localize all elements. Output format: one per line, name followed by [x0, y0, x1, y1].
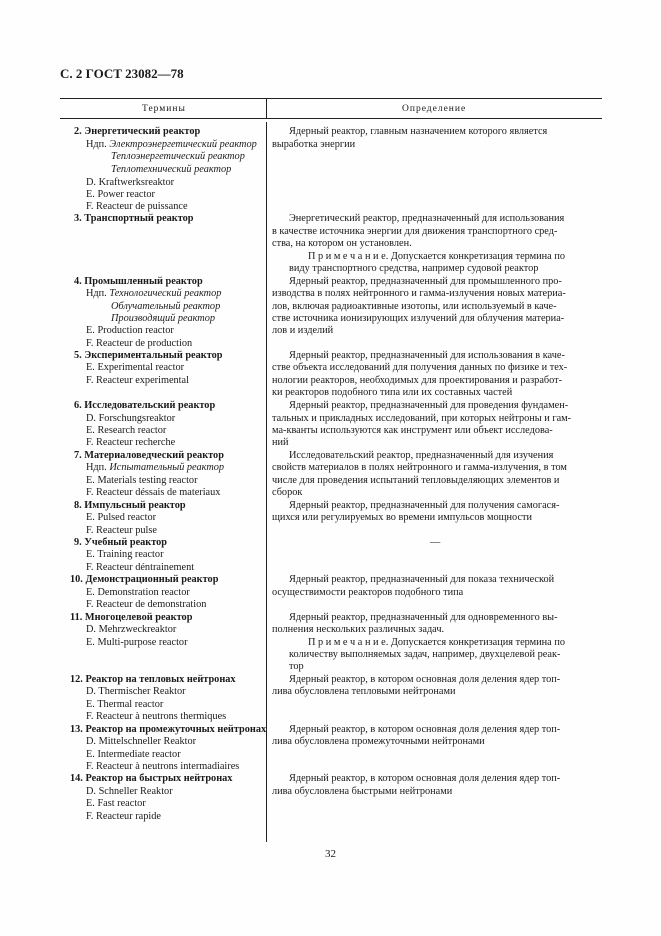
definition-line: Ядерный реактор, главным назначением которого является: [289, 126, 548, 137]
term-line: F. Reacteur de demonstration: [86, 599, 207, 610]
definition-line: стве объекта исследований для получения данных по физике и тех-: [272, 362, 568, 373]
nonrecommended-term: Технологический реактор: [109, 288, 222, 299]
term-line: E. Fast reactor: [86, 798, 146, 809]
definition-dash: —: [430, 537, 441, 548]
definition-line: Ядерный реактор, предназначенный для промышленного про-: [289, 276, 562, 287]
term-line: E. Demonstration reactor: [86, 587, 190, 598]
term-line: 8. Импульсный реактор: [74, 500, 186, 511]
term-line: 4. Промышленный реактор: [74, 276, 203, 287]
definition-line: изводства в полях нейтронного и гамма-излучения новых материа-: [272, 288, 566, 299]
definition-line: П р и м е ч а н и е. Допускается конкретизация термина по: [308, 637, 565, 648]
definition-line: лива обусловлена быстрыми нейтронами: [272, 786, 453, 797]
definition-line: сборок: [272, 487, 303, 498]
definition-line: тальных и прикладных исследований, при которых нейтроны и гам-: [272, 413, 572, 424]
definition-line: лива обусловлена промежуточными нейтронами: [272, 736, 485, 747]
term-line: D. Thermischer Reaktor: [86, 686, 186, 697]
term-line: E. Research reactor: [86, 425, 167, 436]
definition-line: выработка энергии: [272, 139, 356, 150]
term-line: Ндп. Технологический реактор: [86, 288, 222, 299]
term-line: F. Reacteur pulse: [86, 525, 157, 536]
definition-line: Ядерный реактор, предназначенный для получения самогася-: [289, 500, 560, 511]
definition-line: осуществимости реакторов подобного типа: [272, 587, 464, 598]
term-line: F. Reacteur recherche: [86, 437, 176, 448]
term-line: E. Multi-purpose reactor: [86, 637, 188, 648]
term-line: Ндп. Электроэнергетический реактор: [86, 139, 257, 150]
term-line: F. Reacteur de puissance: [86, 201, 188, 212]
term-line: F. Reacteur à neutrons thermiques: [86, 711, 227, 722]
term-line: E. Thermal reactor: [86, 699, 164, 710]
term-line: 7. Материаловедческий реактор: [74, 450, 224, 461]
term-line: 5. Экспериментальный реактор: [74, 350, 223, 361]
column-divider: [266, 122, 267, 842]
definition-line: Исследовательский реактор, предназначенный для изучения: [289, 450, 554, 461]
definition-line: ки реакторов подобного типа или их составных частей: [272, 387, 513, 398]
term-line: Облучательный реактор: [111, 301, 221, 312]
term-line: 10. Демонстрационный реактор: [70, 574, 219, 585]
definition-line: полнения нескольких различных задач.: [272, 624, 445, 635]
term-line: Производящий реактор: [111, 313, 216, 324]
definition-line: нологии реакторов, необходимых для проектирования и разработ-: [272, 375, 563, 386]
page-header: С. 2 ГОСТ 23082—78: [60, 66, 184, 81]
table-header-rule: [60, 118, 602, 119]
term-line: D. Schneller Reaktor: [86, 786, 173, 797]
term-line: D. Mittelschneller Reaktor: [86, 736, 197, 747]
definition-line: свойств материалов в полях нейтронного и гамма-излучения, в том: [272, 462, 567, 473]
definition-line: тор: [289, 661, 304, 672]
term-line: 11. Многоцелевой реактор: [70, 612, 193, 623]
term-line: F. Reacteur déssais de materiaux: [86, 487, 221, 498]
column-header-terms: Термины: [142, 104, 186, 114]
definition-line: щихся или регулируемых во времени импульсов мощности: [272, 512, 533, 523]
term-line: E. Power reactor: [86, 189, 155, 200]
definition-line: лива обусловлена тепловыми нейтронами: [272, 686, 456, 697]
definition-line: ства, на котором он установлен.: [272, 238, 412, 249]
term-line: D. Mehrzweckreaktor: [86, 624, 177, 635]
definition-line: количеству выполняемых задач, например, двухцелевой реак-: [289, 649, 561, 660]
nonrecommended-term: Испытательный реактор: [109, 462, 225, 473]
definition-line: Ядерный реактор, в котором основная доля деления ядер топ-: [289, 674, 561, 685]
term-line: F. Reacteur à neutrons intermadiaires: [86, 761, 240, 772]
term-line: 13. Реактор на промежуточных нейтронах: [70, 724, 267, 735]
definition-line: Ядерный реактор, в котором основная доля деления ядер топ-: [289, 724, 561, 735]
definition-line: Ядерный реактор, предназначенный для использования в каче-: [289, 350, 565, 361]
definition-line: стве источника ионизирующих излучений для облучения материа-: [272, 313, 565, 324]
term-line: Ндп. Испытательный реактор: [86, 462, 225, 473]
term-line: Теплотехнический реактор: [111, 164, 232, 175]
definition-line: виду транспортного средства, например судовой реактор: [289, 263, 539, 274]
term-line: E. Experimental reactor: [86, 362, 185, 373]
term-line: F. Reacteur de production: [86, 338, 193, 349]
term-line: 14. Реактор на быстрых нейтронах: [70, 773, 233, 784]
page-number: 32: [325, 848, 336, 860]
definition-line: числе для проведения испытаний тепловыделяющих элементов и: [272, 475, 560, 486]
definition-line: Ядерный реактор, в котором основная доля деления ядер топ-: [289, 773, 561, 784]
definition-line: Ядерный реактор, предназначенный для проведения фундамен-: [289, 400, 569, 411]
term-line: E. Production reactor: [86, 325, 174, 336]
definition-line: ма-кванты используются как инструмент или объект исследова-: [272, 425, 553, 436]
term-line: F. Reacteur experimental: [86, 375, 189, 386]
column-header-definition: Определение: [402, 104, 467, 114]
term-line: 2. Энергетический реактор: [74, 126, 201, 137]
term-line: E. Training reactor: [86, 549, 164, 560]
term-line: F. Reacteur rapide: [86, 811, 161, 822]
definition-line: Ядерный реактор, предназначенный для одновременного вы-: [289, 612, 558, 623]
definition-line: П р и м е ч а н и е. Допускается конкретизация термина по: [308, 251, 565, 262]
column-divider-header: [266, 98, 267, 118]
term-line: Теплоэнергетический реактор: [111, 151, 245, 162]
term-line: 9. Учебный реактор: [74, 537, 168, 548]
term-line: E. Intermediate reactor: [86, 749, 181, 760]
term-line: 12. Реактор на тепловых нейтронах: [70, 674, 236, 685]
definition-line: Ядерный реактор, предназначенный для показа технической: [289, 574, 555, 585]
term-line: E. Pulsed reactor: [86, 512, 157, 523]
definition-line: ний: [272, 437, 289, 448]
term-line: D. Forschungsreaktor: [86, 413, 176, 424]
definition-line: в качестве источника энергии для движения транспортного сред-: [272, 226, 558, 237]
term-line: 6. Исследовательский реактор: [74, 400, 216, 411]
nonrecommended-term: Электроэнергетический реактор: [109, 139, 257, 150]
definition-line: лов и изделий: [272, 325, 334, 336]
definition-line: Энергетический реактор, предназначенный для использования: [289, 213, 565, 224]
definition-line: лов, включая радиоактивные изотопы, или используемый в каче-: [272, 301, 557, 312]
term-line: D. Kraftwerksreaktor: [86, 177, 175, 188]
table-top-rule: [60, 98, 602, 99]
term-line: 3. Транспортный реактор: [74, 213, 194, 224]
term-line: F. Reacteur déntrainement: [86, 562, 195, 573]
term-line: E. Materials testing reactor: [86, 475, 198, 486]
